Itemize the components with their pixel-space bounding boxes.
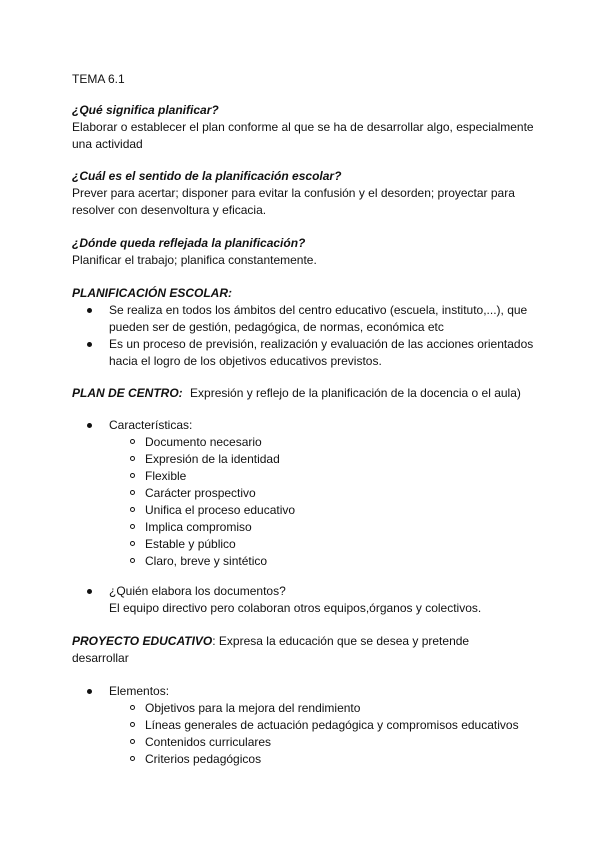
- section-heading: PLANIFICACIÓN ESCOLAR:: [72, 286, 232, 300]
- list-item: Estable y público: [72, 536, 562, 553]
- circle-bullet-icon: [130, 756, 135, 761]
- caracteristicas-block: [72, 417, 562, 570]
- circle-bullet-icon: [130, 558, 135, 563]
- question: ¿Qué significa planificar?: [72, 103, 219, 117]
- list-item: Criterios pedagógicos: [72, 751, 562, 768]
- list-item: Flexible: [72, 468, 562, 485]
- bullet-icon: [87, 589, 92, 594]
- bullet-icon: [87, 689, 92, 694]
- answer: Planificar el trabajo; planifica constantemente.: [72, 253, 317, 267]
- bullet-list: [72, 302, 562, 370]
- section-plan-centro: [72, 385, 592, 402]
- answer: Elaborar o establecer el plan conforme al que se ha de desarrollar algo, especialmente una actividad: [72, 120, 534, 151]
- circle-bullet-icon: [130, 473, 135, 478]
- circle-bullet-icon: [130, 705, 135, 710]
- answer: Prever para acertar; disponer para evitar la confusión y el desorden; proyectar para resolver con desenvoltura y eficacia.: [72, 186, 515, 217]
- section-text: Expresión y reflejo de la planificación de la docencia o el aula): [190, 386, 521, 400]
- circle-bullet-icon: [130, 541, 135, 546]
- list-item: Contenidos curriculares: [72, 734, 562, 751]
- section-text: : Expresa la educación que se desea y pretende desarrollar: [72, 634, 470, 665]
- qa-block-2: [72, 168, 542, 219]
- page-title: TEMA 6.1: [72, 72, 125, 86]
- list-item: Claro, breve y sintético: [72, 553, 562, 570]
- list-item: Características:: [72, 417, 562, 434]
- circle-bullet-icon: [130, 739, 135, 744]
- qa-block-1: [72, 102, 542, 153]
- list-item: Líneas generales de actuación pedagógica y compromisos educativos: [72, 717, 562, 734]
- qa-block-3: [72, 235, 542, 269]
- circle-bullet-icon: [130, 439, 135, 444]
- elementos-list: [72, 700, 562, 768]
- bullet-icon: [87, 342, 92, 347]
- bullet-icon: [87, 423, 92, 428]
- circle-bullet-icon: [130, 722, 135, 727]
- list-item: Expresión de la identidad: [72, 451, 562, 468]
- circle-bullet-icon: [130, 507, 135, 512]
- list-item: Carácter prospectivo: [72, 485, 562, 502]
- question: ¿Dónde queda reflejada la planificación?: [72, 236, 306, 250]
- question: ¿Cuál es el sentido de la planificación escolar?: [72, 169, 342, 183]
- elementos-block: [72, 683, 562, 768]
- list-item: Elementos:: [72, 683, 562, 700]
- circle-bullet-icon: [130, 490, 135, 495]
- section-heading: PLAN DE CENTRO:: [72, 386, 183, 400]
- caracteristicas-list: [72, 434, 562, 570]
- quien-block: [72, 583, 562, 617]
- list-item: Documento necesario: [72, 434, 562, 451]
- list-item: Es un proceso de previsión, realización y evaluación de las acciones orientados hacia el logro de los objetivos educativos previstos.: [72, 336, 562, 370]
- circle-bullet-icon: [130, 524, 135, 529]
- list-item: Implica compromiso: [72, 519, 562, 536]
- list-item: Objetivos para la mejora del rendimiento: [72, 700, 562, 717]
- section-proyecto: [72, 633, 512, 667]
- section-planificacion: [72, 285, 562, 370]
- bullet-icon: [87, 308, 92, 313]
- list-item: ¿Quién elabora los documentos? El equipo directivo pero colaboran otros equipos,órganos y colectivos.: [72, 583, 562, 617]
- circle-bullet-icon: [130, 456, 135, 461]
- section-heading: PROYECTO EDUCATIVO: [72, 634, 213, 648]
- list-item: Unifica el proceso educativo: [72, 502, 562, 519]
- list-item: Se realiza en todos los ámbitos del centro educativo (escuela, instituto,...), que pueden ser de gestión, pedagógica, de normas, económica etc: [72, 302, 562, 336]
